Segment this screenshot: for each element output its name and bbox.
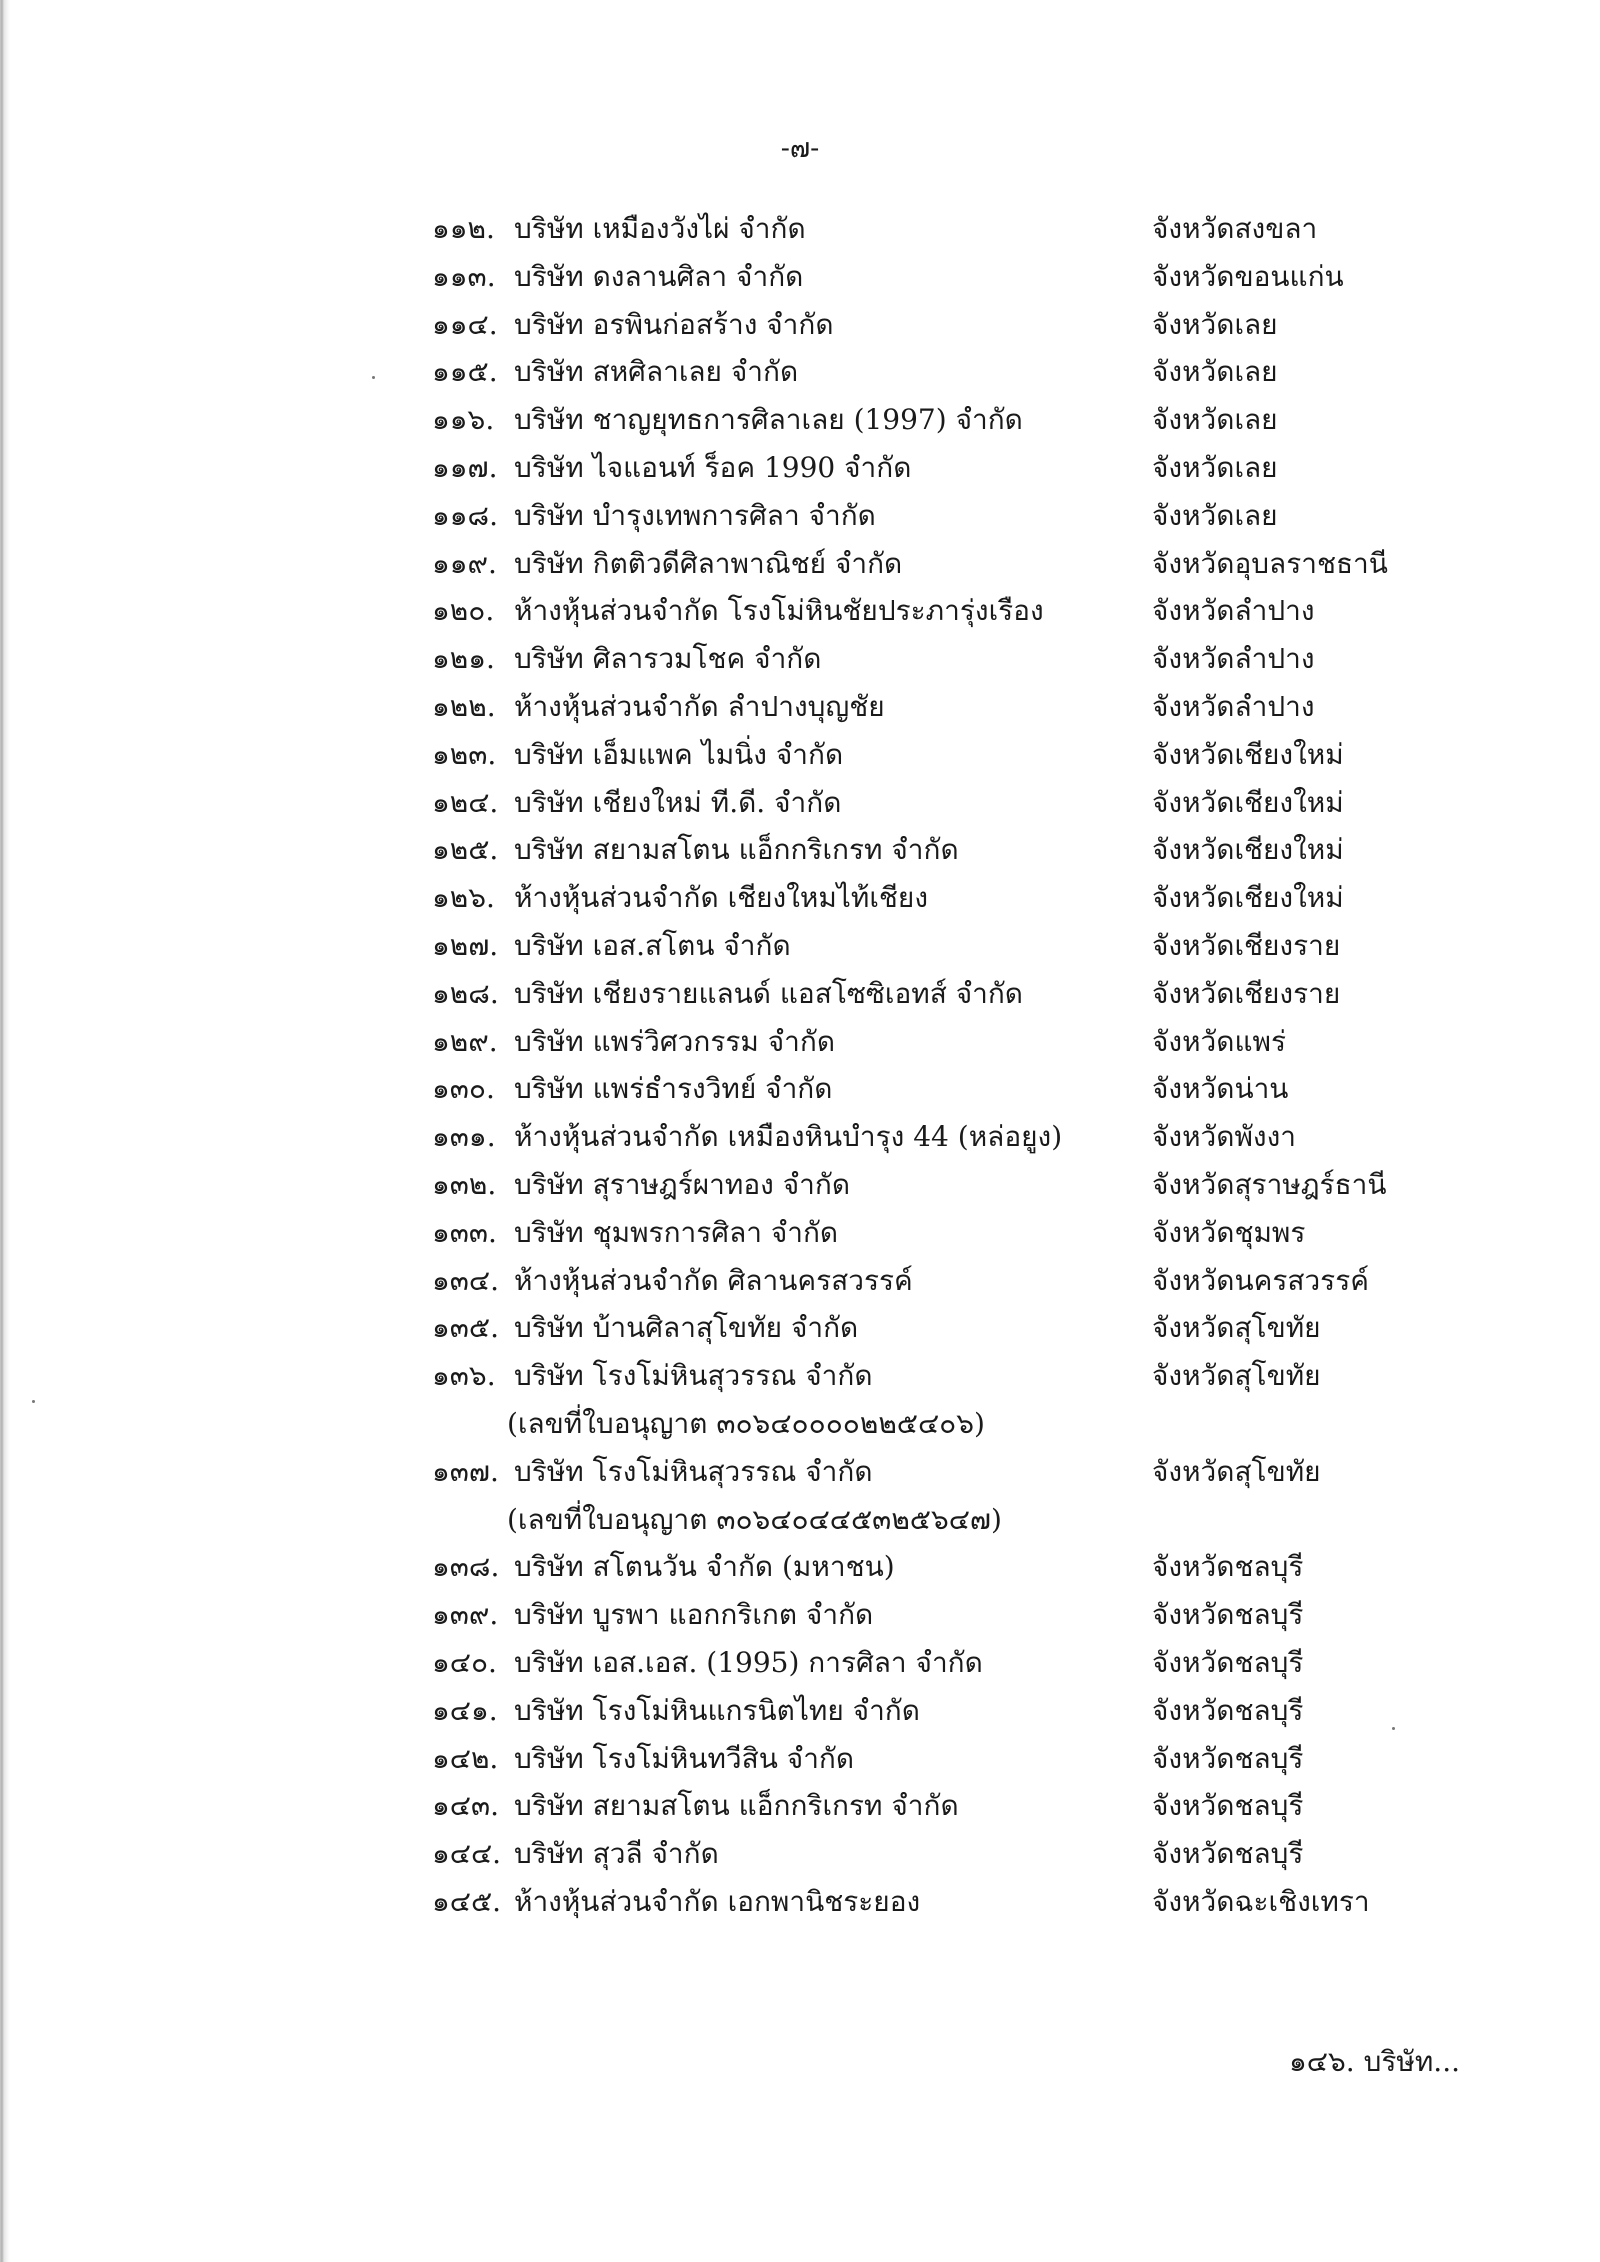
list-item xyxy=(0,1018,1600,1066)
list-item xyxy=(0,1304,1600,1352)
province: จังหวัดสุโขทัย xyxy=(1152,1454,1321,1488)
page-number: -๗- xyxy=(780,133,820,164)
entry-number: ๑๓๑. xyxy=(432,1120,496,1154)
company-name: บริษัท อรพินก่อสร้าง จำกัด xyxy=(514,307,834,341)
entry-number: ๑๓๐. xyxy=(432,1072,495,1106)
entry-number: ๑๑๕. xyxy=(432,355,498,389)
company-name: ห้างหุ้นส่วนจำกัด ลำปางบุญชัย xyxy=(514,689,885,723)
province: จังหวัดลำปาง xyxy=(1152,689,1315,723)
province: จังหวัดชลบุรี xyxy=(1152,1645,1304,1679)
list-item xyxy=(0,731,1600,779)
entry-number: ๑๒๓. xyxy=(432,737,497,771)
province: จังหวัดชลบุรี xyxy=(1152,1550,1304,1584)
list-item xyxy=(0,1639,1600,1687)
list-item xyxy=(0,1257,1600,1305)
company-name: บริษัท สหศิลาเลย จำกัด xyxy=(514,355,799,389)
entry-number: ๑๔๔. xyxy=(432,1837,502,1871)
entry-number: ๑๒๙. xyxy=(432,1024,498,1058)
company-name: บริษัท โรงโม่หินแกรนิตไทย จำกัด xyxy=(514,1693,920,1727)
list-item xyxy=(0,1209,1600,1257)
list-item xyxy=(0,301,1600,349)
entry-number: ๑๒๒. xyxy=(432,689,496,723)
continuation-note: ๑๔๖. บริษัท... xyxy=(1289,2045,1460,2078)
list-item xyxy=(0,874,1600,922)
province: จังหวัดเชียงใหม่ xyxy=(1152,881,1344,915)
entry-number: ๑๔๓. xyxy=(432,1789,500,1823)
entry-number: ๑๒๕. xyxy=(432,833,499,867)
province: จังหวัดสงขลา xyxy=(1152,212,1318,245)
entry-number: ๑๔๕. xyxy=(432,1884,502,1918)
list-item xyxy=(0,1352,1600,1448)
entry-number: ๑๓๘. xyxy=(432,1550,500,1584)
entry-number: ๑๑๙. xyxy=(432,546,497,580)
list-item xyxy=(0,1878,1600,1926)
entry-number: ๑๓๔. xyxy=(432,1263,500,1297)
province: จังหวัดเชียงราย xyxy=(1152,928,1341,962)
entry-number: ๑๔๐. xyxy=(432,1645,497,1679)
scan-speck xyxy=(32,1400,35,1403)
list-item xyxy=(0,1735,1600,1783)
company-name: บริษัท เชียงรายแลนด์ แอสโซซิเอทส์ จำกัด xyxy=(514,976,1023,1010)
entry-number: ๑๓๕. xyxy=(432,1311,500,1345)
company-name: ห้างหุ้นส่วนจำกัด โรงโม่หินชัยประภารุ่งเรือง xyxy=(514,594,1044,628)
province: จังหวัดชลบุรี xyxy=(1152,1837,1304,1871)
entry-number: ๑๒๗. xyxy=(432,928,499,962)
province: จังหวัดขอนแก่น xyxy=(1152,259,1344,293)
province: จังหวัดเชียงใหม่ xyxy=(1152,833,1344,867)
company-name: บริษัท เชียงใหม่ ที.ดี. จำกัด xyxy=(514,785,842,819)
entry-number: ๑๓๒. xyxy=(432,1167,497,1201)
company-name: บริษัท โรงโม่หินสุวรรณ จำกัด xyxy=(514,1359,873,1393)
entry-number: ๑๑๒. xyxy=(432,212,495,245)
license-number: (เลขที่ใบอนุญาต ๓๐๖๔๐๔๔๕๓๒๕๖๔๗) xyxy=(507,1502,1002,1536)
company-name: บริษัท ไจแอนท์ ร็อค 1990 จำกัด xyxy=(514,450,912,484)
entry-number: ๑๒๖. xyxy=(432,881,495,915)
company-name: ห้างหุ้นส่วนจำกัด เหมืองหินบำรุง 44 (หล่อยูง) xyxy=(514,1120,1063,1154)
province: จังหวัดเลย xyxy=(1152,307,1278,341)
list-item xyxy=(0,444,1600,492)
company-name: บริษัท แพร่ธำรงวิทย์ จำกัด xyxy=(514,1072,833,1106)
company-name: ห้างหุ้นส่วนจำกัด ศิลานครสวรรค์ xyxy=(514,1263,913,1297)
province: จังหวัดชลบุรี xyxy=(1152,1598,1304,1632)
scan-speck xyxy=(1392,1727,1395,1730)
list-item xyxy=(0,970,1600,1018)
province: จังหวัดสุโขทัย xyxy=(1152,1311,1321,1345)
list-item xyxy=(0,635,1600,683)
list-item xyxy=(0,683,1600,731)
entry-number: ๑๑๓. xyxy=(432,259,496,293)
license-number: (เลขที่ใบอนุญาต ๓๐๖๔๐๐๐๐๒๒๕๔๐๖) xyxy=(507,1406,985,1440)
list-item xyxy=(0,1782,1600,1830)
list-item xyxy=(0,205,1600,253)
entry-number: ๑๒๐. xyxy=(432,594,495,628)
company-name: บริษัท ชาญยุทธการศิลาเลย (1997) จำกัด xyxy=(514,403,1023,437)
province: จังหวัดสุราษฎร์ธานี xyxy=(1152,1167,1387,1201)
company-name: บริษัท บูรพา แอกกริเกต จำกัด xyxy=(514,1598,874,1632)
list-item xyxy=(0,1065,1600,1113)
company-name: บริษัท เหมืองวังไผ่ จำกัด xyxy=(514,212,806,245)
company-name: บริษัท สยามสโตน แอ็กกริเกรท จำกัด xyxy=(514,1789,959,1823)
list-item xyxy=(0,348,1600,396)
company-name: บริษัท สุวลี จำกัด xyxy=(514,1837,719,1871)
entry-number: ๑๓๙. xyxy=(432,1598,499,1632)
province: จังหวัดลำปาง xyxy=(1152,642,1315,676)
company-name: บริษัท สยามสโตน แอ็กกริเกรท จำกัด xyxy=(514,833,959,867)
entry-number: ๑๑๗. xyxy=(432,450,498,484)
company-name: บริษัท ชุมพรการศิลา จำกัด xyxy=(514,1215,839,1249)
province: จังหวัดชลบุรี xyxy=(1152,1789,1304,1823)
province: จังหวัดลำปาง xyxy=(1152,594,1315,628)
list-item xyxy=(0,1591,1600,1639)
province: จังหวัดเลย xyxy=(1152,403,1278,437)
entry-number: ๑๔๑. xyxy=(432,1693,498,1727)
list-item xyxy=(0,587,1600,635)
company-name: ห้างหุ้นส่วนจำกัด เชียงใหมไท้เชียง xyxy=(514,881,928,915)
list-item xyxy=(0,922,1600,970)
province: จังหวัดเชียงใหม่ xyxy=(1152,737,1344,771)
entry-number: ๑๔๒. xyxy=(432,1741,499,1775)
company-name: บริษัท ดงลานศิลา จำกัด xyxy=(514,259,804,293)
province: จังหวัดนครสวรรค์ xyxy=(1152,1263,1369,1297)
entry-number: ๑๒๔. xyxy=(432,785,499,819)
province: จังหวัดพังงา xyxy=(1152,1120,1296,1154)
company-name: บริษัท เอ็มแพค ไมนิ่ง จำกัด xyxy=(514,737,844,771)
entry-number: ๑๓๖. xyxy=(432,1359,496,1393)
company-name: บริษัท บำรุงเทพการศิลา จำกัด xyxy=(514,498,876,532)
company-name: บริษัท ศิลารวมโชค จำกัด xyxy=(514,642,822,676)
company-name: บริษัท สโตนวัน จำกัด (มหาชน) xyxy=(514,1550,895,1584)
list-item xyxy=(0,1687,1600,1735)
province: จังหวัดชุมพร xyxy=(1152,1215,1306,1249)
company-name: บริษัท โรงโม่หินทวีสิน จำกัด xyxy=(514,1741,855,1775)
entry-list xyxy=(0,205,1600,1926)
list-item xyxy=(0,779,1600,827)
entry-number: ๑๒๘. xyxy=(432,976,499,1010)
province: จังหวัดอุบลราชธานี xyxy=(1152,546,1388,580)
list-item xyxy=(0,1543,1600,1591)
list-item xyxy=(0,1113,1600,1161)
company-name: บริษัท โรงโม่หินสุวรรณ จำกัด xyxy=(514,1454,873,1488)
company-name: บริษัท แพร่วิศวกรรม จำกัด xyxy=(514,1024,836,1058)
entry-number: ๑๑๖. xyxy=(432,403,495,437)
company-name: บริษัท สุราษฎร์ผาทอง จำกัด xyxy=(514,1167,851,1201)
province: จังหวัดแพร่ xyxy=(1152,1024,1286,1058)
province: จังหวัดเลย xyxy=(1152,450,1278,484)
province: จังหวัดเลย xyxy=(1152,498,1278,532)
entry-number: ๑๓๓. xyxy=(432,1215,497,1249)
company-name: ห้างหุ้นส่วนจำกัด เอกพานิชระยอง xyxy=(514,1884,921,1918)
list-item xyxy=(0,540,1600,588)
entry-number: ๑๑๔. xyxy=(432,307,498,341)
list-item xyxy=(0,396,1600,444)
list-item xyxy=(0,826,1600,874)
list-item xyxy=(0,253,1600,301)
province: จังหวัดชลบุรี xyxy=(1152,1693,1304,1727)
scan-speck xyxy=(372,376,375,379)
entry-number: ๑๑๘. xyxy=(432,498,499,532)
company-name: บริษัท บ้านศิลาสุโขทัย จำกัด xyxy=(514,1311,859,1345)
company-name: บริษัท เอส.เอส. (1995) การศิลา จำกัด xyxy=(514,1645,983,1679)
province: จังหวัดเลย xyxy=(1152,355,1278,389)
list-item xyxy=(0,1161,1600,1209)
list-item xyxy=(0,1830,1600,1878)
province: จังหวัดเชียงราย xyxy=(1152,976,1341,1010)
company-name: บริษัท กิตติวดีศิลาพาณิชย์ จำกัด xyxy=(514,546,903,580)
province: จังหวัดเชียงใหม่ xyxy=(1152,785,1344,819)
province: จังหวัดสุโขทัย xyxy=(1152,1359,1321,1393)
province: จังหวัดน่าน xyxy=(1152,1072,1289,1106)
entry-number: ๑๒๑. xyxy=(432,642,495,676)
entry-number: ๑๓๗. xyxy=(432,1454,499,1488)
list-item xyxy=(0,492,1600,540)
province: จังหวัดฉะเชิงเทรา xyxy=(1152,1884,1370,1918)
province: จังหวัดชลบุรี xyxy=(1152,1741,1304,1775)
company-name: บริษัท เอส.สโตน จำกัด xyxy=(514,928,791,962)
list-item xyxy=(0,1448,1600,1544)
